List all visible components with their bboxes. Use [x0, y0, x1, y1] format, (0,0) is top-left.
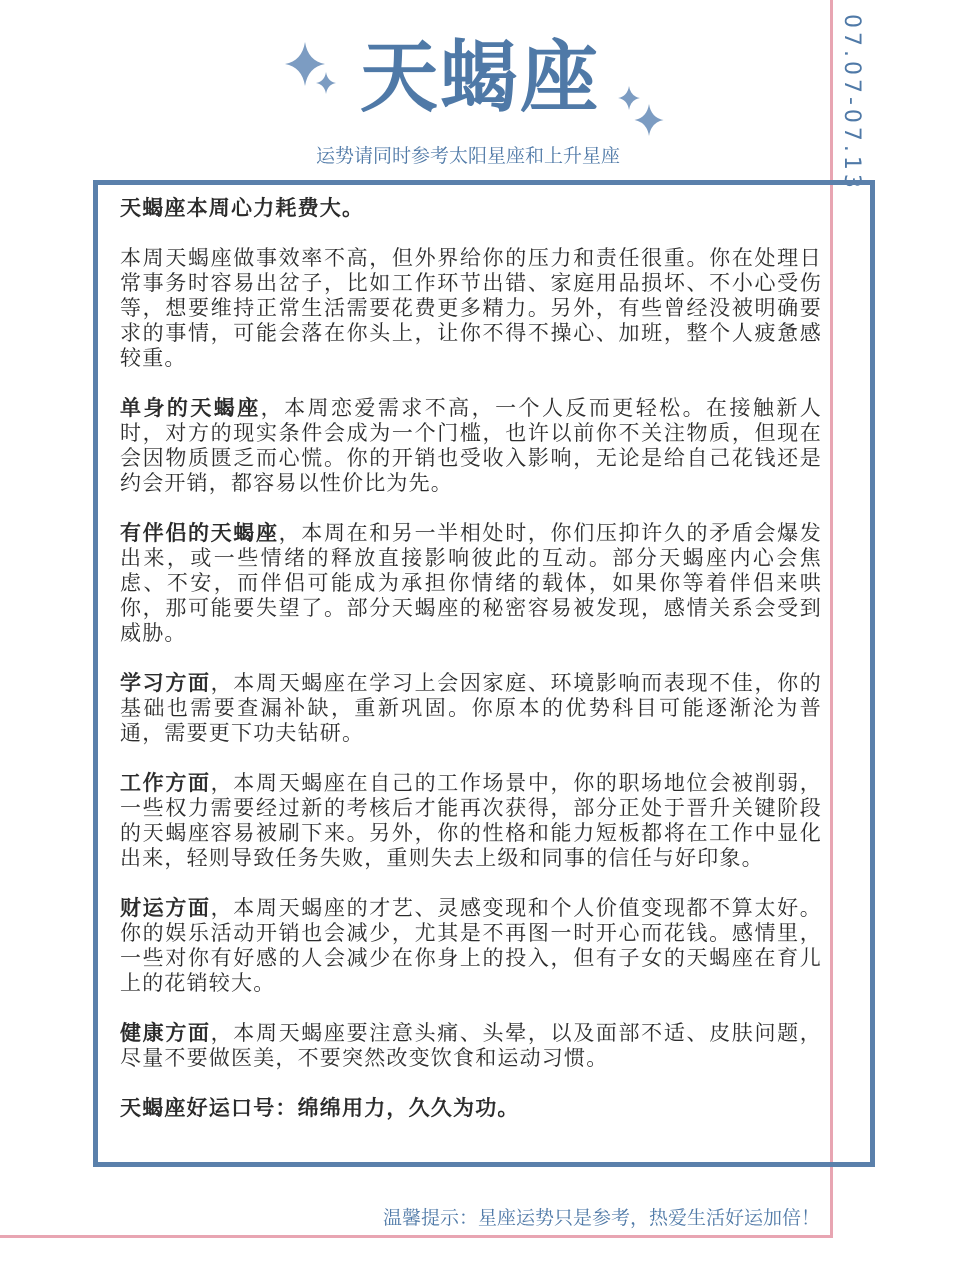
- section-text: ，本周天蝎座要注意头痛、头晕，以及面部不适、皮肤问题，尽量不要做医美，不要突然改变饮食和运动习惯。: [120, 1021, 822, 1070]
- section-text: ，本周天蝎座在自己的工作场景中，你的职场地位会被削弱，一些权力需要经过新的考核后才能再次获得，部分正处于晋升关键阶段的天蝎座容易被刷下来。另外，你的性格和能力短板都将在工作中显化出来，轻则导致任务失败，重则失去上级和同事的信任与好印象。: [120, 771, 822, 870]
- section-heading: 财运方面: [120, 896, 211, 920]
- section-text: ，本周天蝎座的才艺、灵感变现和个人价值变现都不算太好。你的娱乐活动开销也会减少，尤其是不再图一时开心而花钱。感情里，一些对你有好感的人会减少在你身上的投入，但有子女的天蝎座在育儿上的花销较大。: [120, 896, 822, 995]
- sparkle-right-large-icon: [634, 104, 664, 136]
- section-text: ，本周在和另一半相处时，你们压抑许久的矛盾会爆发出来，或一些情绪的释放直接影响彼此的互动。部分天蝎座内心会焦虑、不安，而伴侣可能成为承担你情绪的载体，如果你等着伴侣来哄你，那可能要失望了。部分天蝎座的秘密容易被发现，感情关系会受到威胁。: [120, 521, 822, 645]
- section-text: ，本周天蝎座在学习上会因家庭、环境影响而表现不佳，你的基础也需要查漏补缺，重新巩固。你原本的优势科目可能逐渐沦为普通，需要更下功夫钻研。: [120, 671, 822, 745]
- section-heading: 有伴侣的天蝎座: [120, 521, 279, 545]
- section-study: [120, 671, 822, 746]
- section-wealth: [120, 896, 822, 996]
- intro-line: 天蝎座本周心力耗费大。: [120, 196, 365, 220]
- section-heading: 健康方面: [120, 1021, 211, 1045]
- date-range: 07.07-07.13: [839, 14, 864, 192]
- section-partnered: [120, 521, 822, 646]
- section-heading: 工作方面: [120, 771, 211, 795]
- footer-tip: 温馨提示：星座运势只是参考，热爱生活好运加倍！: [382, 1207, 820, 1229]
- page-title: 天蝎座: [359, 33, 600, 123]
- horoscope-content: [120, 196, 822, 1146]
- section-text: ，本周恋爱需求不高，一个人反而更轻松。在接触新人时，对方的现实条件会成为一个门槛，也许以前你不关注物质，但现在会因物质匮乏而心慌。你的开销也受收入影响，无论是给自己花钱还是约会开销，都容易以性价比为先。: [120, 396, 822, 495]
- section-single: [120, 396, 822, 496]
- section-heading: 单身的天蝎座: [120, 396, 261, 420]
- section-health: [120, 1021, 822, 1071]
- subtitle: 运势请同时参考太阳星座和上升星座: [315, 145, 620, 167]
- overview-paragraph: 本周天蝎座做事效率不高，但外界给你的压力和责任很重。你在处理日常事务时容易出岔子，比如工作环节出错、家庭用品损坏、不小心受伤等，想要维持正常生活需要花费更多精力。另外，有些曾经没被明确要求的事情，可能会落在你头上，让你不得不操心、加班，整个人疲惫感较重。: [120, 246, 822, 370]
- pink-horizontal-line: [0, 1235, 833, 1238]
- section-heading: 学习方面: [120, 671, 211, 695]
- section-work: [120, 771, 822, 871]
- slogan: 天蝎座好运口号：绵绵用力，久久为功。: [120, 1096, 520, 1120]
